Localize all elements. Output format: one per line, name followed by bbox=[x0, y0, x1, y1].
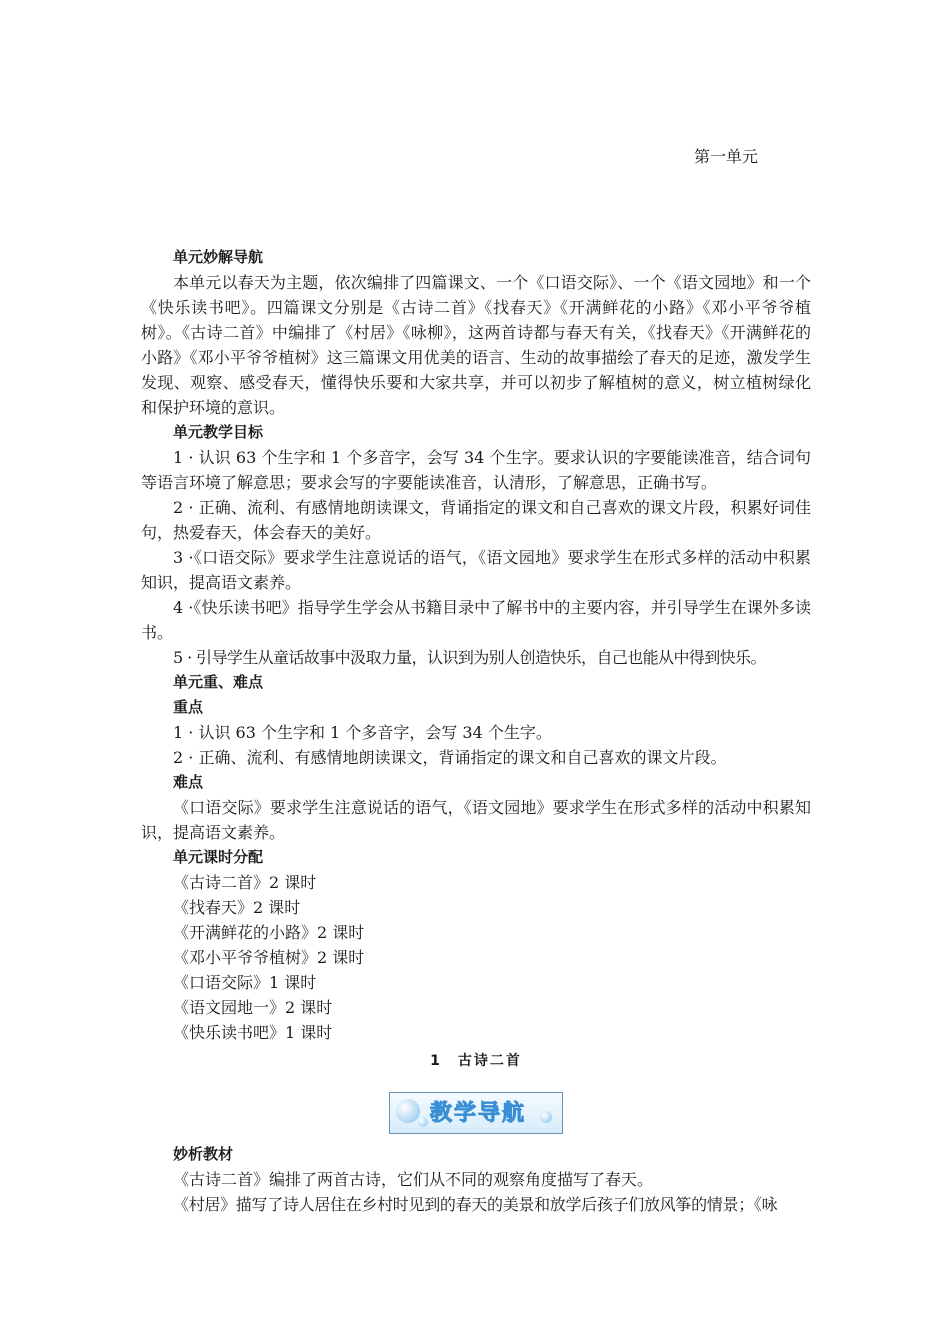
schedule-item: 《找春天》2 课时 bbox=[173, 898, 301, 917]
schedule-item: 《口语交际》1 课时 bbox=[173, 973, 317, 992]
teaching-guide-banner bbox=[141, 1092, 811, 1136]
guide-paragraph: 本单元以春天为主题，依次编排了四篇课文、一个《口语交际》、一个《语文园地》和一个《快乐读书吧》。四篇课文分别是《古诗二首》《找春天》《开满鲜花的小路》《邓小平爷爷植树》。《古诗二首》中编排了《村居》《咏柳》，这两首诗都与春天有关，《找春天》《开满鲜花的小路》《邓小平爷爷植树》这三篇课文用优美的语言、生动的故事描绘了春天的足迹，激发学生发现、观察、感受春天，懂得快乐要和大家共享，并可以初步了解植树的意义，树立植树绿化和保护环境的意识。 bbox=[141, 273, 811, 417]
difficulty-heading: 难点 bbox=[173, 773, 204, 791]
schedule-item: 《语文园地一》2 课时 bbox=[173, 998, 333, 1017]
focus-item-2: 2 · 正确、流利、有感情地朗读课文，背诵指定的课文和自己喜欢的课文片段。 bbox=[173, 748, 727, 767]
guide-heading: 单元妙解导航 bbox=[173, 248, 264, 266]
schedule-heading: 单元课时分配 bbox=[173, 848, 264, 866]
schedule-item: 《开满鲜花的小路》2 课时 bbox=[173, 923, 365, 942]
lesson-title: 1 古诗二首 bbox=[430, 1053, 522, 1069]
analysis-heading: 妙析教材 bbox=[173, 1145, 234, 1163]
goal-item-1: 1 · 认识 63 个生字和 1 个多音字，会写 34 个生字。要求认识的字要能读准音，结合词句等语言环境了解意思；要求会写的字要能读准音，认清形，了解意思，正确书写。 bbox=[141, 448, 811, 492]
analysis-line-1: 《古诗二首》编排了两首古诗，它们从不同的观察角度描写了春天。 bbox=[173, 1170, 654, 1189]
goals-heading: 单元教学目标 bbox=[173, 423, 264, 441]
bubble-icon bbox=[540, 1111, 552, 1123]
schedule-item: 《邓小平爷爷植树》2 课时 bbox=[173, 948, 365, 967]
analysis-line-2: 《村居》描写了诗人居住在乡村时见到的春天的美景和放学后孩子们放风筝的情景；《咏 bbox=[173, 1195, 778, 1214]
goal-item-2: 2 · 正确、流利、有感情地朗读课文，背诵指定的课文和自己喜欢的课文片段，积累好词佳句，热爱春天，体会春天的美好。 bbox=[141, 498, 811, 542]
unit-header: 第一单元 bbox=[694, 147, 759, 166]
banner-frame bbox=[389, 1092, 563, 1134]
focus-item-1: 1 · 认识 63 个生字和 1 个多音字，会写 34 个生字。 bbox=[173, 723, 552, 742]
goal-item-5: 5 · 引导学生从童话故事中汲取力量，认识到为别人创造快乐，自己也能从中得到快乐。 bbox=[173, 648, 766, 667]
goal-item-4: 4 ·《快乐读书吧》指导学生学会从书籍目录中了解书中的主要内容，并引导学生在课外多读书。 bbox=[141, 598, 811, 642]
bubble-icon bbox=[418, 1117, 428, 1127]
schedule-item: 《快乐读书吧》1 课时 bbox=[173, 1023, 333, 1042]
focus-heading: 重点 bbox=[173, 698, 204, 716]
goal-item-3: 3 ·《口语交际》要求学生注意说话的语气，《语文园地》要求学生在形式多样的活动中积累知识，提高语文素养。 bbox=[141, 548, 811, 592]
schedule-item: 《古诗二首》2 课时 bbox=[173, 873, 317, 892]
bubble-icon bbox=[396, 1099, 420, 1123]
main-content bbox=[141, 245, 811, 1217]
banner-label: 教学导航 bbox=[430, 1101, 527, 1126]
key-points-heading: 单元重、难点 bbox=[173, 673, 264, 691]
difficulty-paragraph: 《口语交际》要求学生注意说话的语气，《语文园地》要求学生在形式多样的活动中积累知识，提高语文素养。 bbox=[141, 798, 811, 842]
